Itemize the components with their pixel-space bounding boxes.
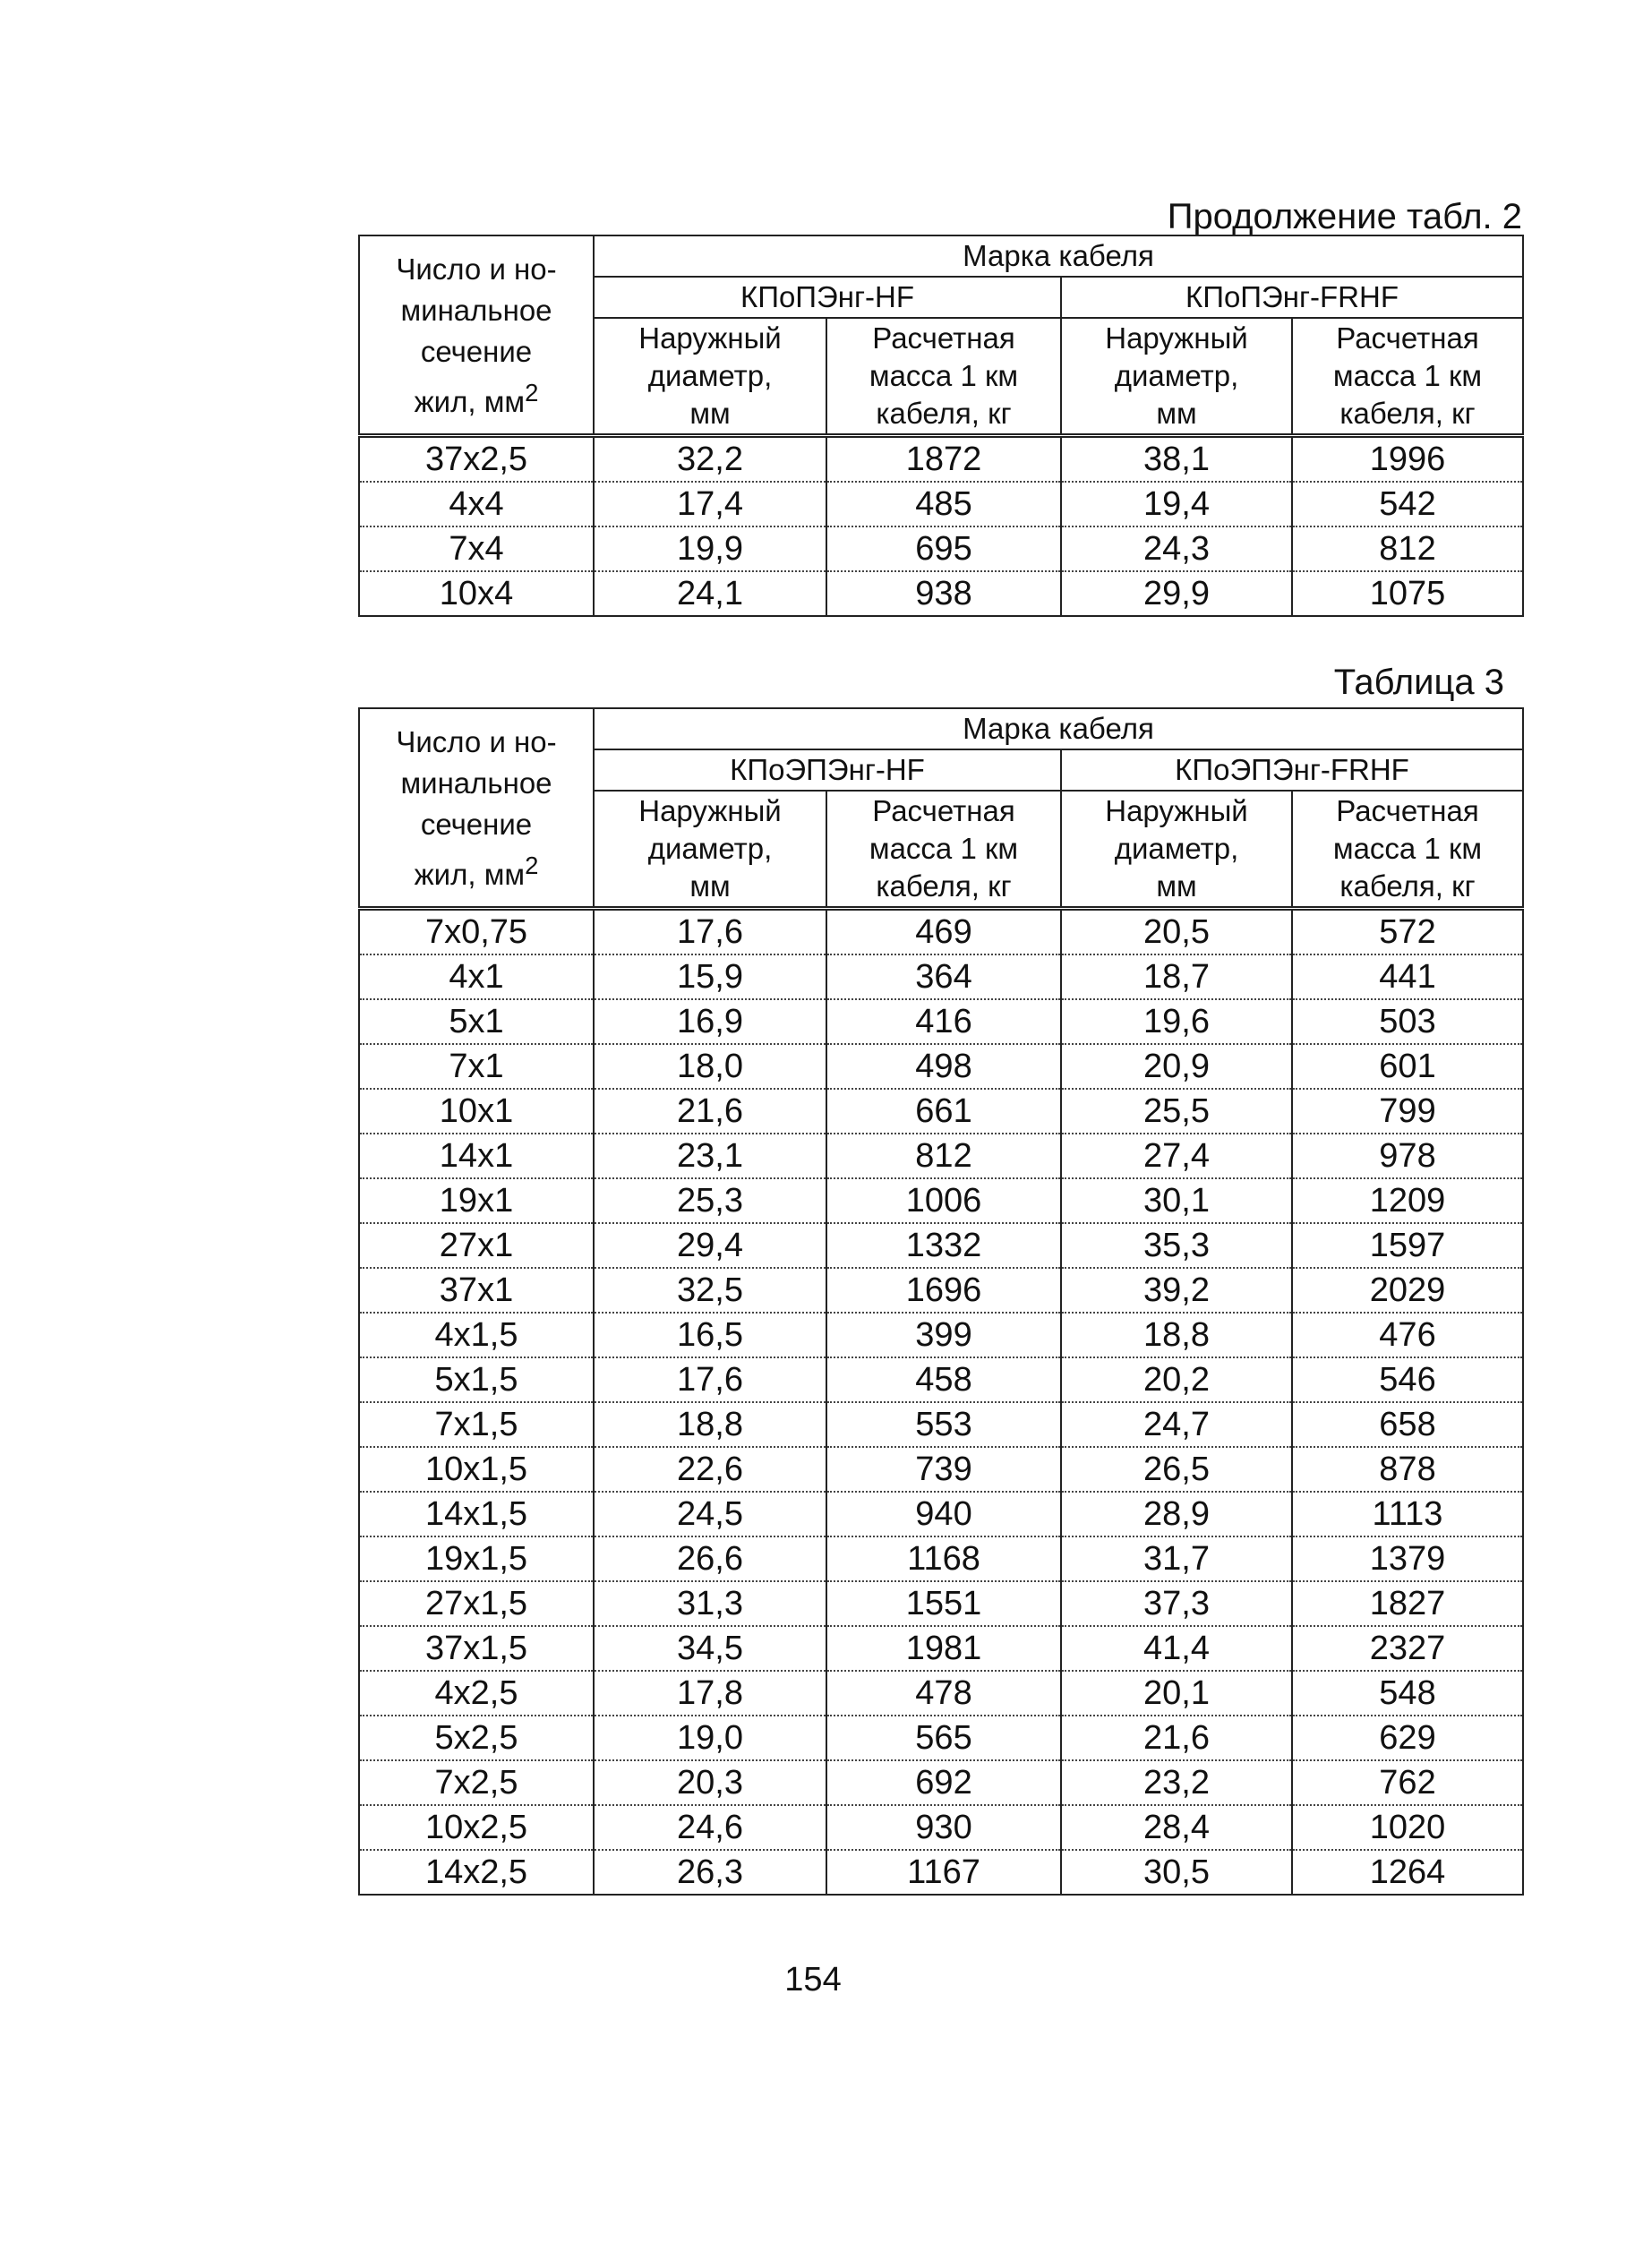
table-cell: 27,4 [1061, 1134, 1292, 1178]
table-cell: 19x1 [359, 1178, 594, 1223]
table-cell: 20,9 [1061, 1044, 1292, 1089]
table-cell: 19,4 [1061, 482, 1292, 526]
table-row [359, 1536, 1523, 1581]
table-cell: 14x1,5 [359, 1492, 594, 1536]
table3-body [359, 909, 1523, 1896]
table-cell: 17,6 [594, 1357, 826, 1402]
table-row [359, 1492, 1523, 1536]
table-row [359, 482, 1523, 526]
mass-header: Расчетная масса 1 км кабеля, кг [1292, 318, 1523, 436]
table-cell: 572 [1292, 909, 1523, 955]
table-cell: 1332 [826, 1223, 1061, 1268]
table-cell: 7x2,5 [359, 1760, 594, 1805]
table-cell: 21,6 [1061, 1716, 1292, 1760]
table-row [359, 1805, 1523, 1850]
table-cell: 1872 [826, 436, 1061, 483]
table-cell: 601 [1292, 1044, 1523, 1089]
table-cell: 41,4 [1061, 1626, 1292, 1671]
table-cell: 17,4 [594, 482, 826, 526]
mass-header: Расчетная масса 1 км кабеля, кг [1292, 791, 1523, 909]
table-row [359, 1223, 1523, 1268]
table-row [359, 1581, 1523, 1626]
table-cell: 812 [1292, 526, 1523, 571]
table-cell: 441 [1292, 954, 1523, 999]
table-cell: 565 [826, 1716, 1061, 1760]
table-cell: 17,6 [594, 909, 826, 955]
table-cell: 1006 [826, 1178, 1061, 1223]
table-cell: 7x4 [359, 526, 594, 571]
table-cell: 458 [826, 1357, 1061, 1402]
table-cell: 18,8 [594, 1402, 826, 1447]
table-row [359, 909, 1523, 955]
table-cell: 26,5 [1061, 1447, 1292, 1492]
table2-body [359, 436, 1523, 617]
table-cell: 1209 [1292, 1178, 1523, 1223]
table-cell: 39,2 [1061, 1268, 1292, 1313]
table-cell: 938 [826, 571, 1061, 616]
table-cell: 812 [826, 1134, 1061, 1178]
table-row [359, 1850, 1523, 1895]
diameter-header: Наружный диаметр, мм [594, 791, 826, 909]
table-row [359, 1671, 1523, 1716]
table-cell: 2029 [1292, 1268, 1523, 1313]
table-cell: 1113 [1292, 1492, 1523, 1536]
table-cell: 24,7 [1061, 1402, 1292, 1447]
table-cell: 1379 [1292, 1536, 1523, 1581]
table-cell: 4x2,5 [359, 1671, 594, 1716]
table-cell: 22,6 [594, 1447, 826, 1492]
table-cell: 29,4 [594, 1223, 826, 1268]
table-cell: 37x1 [359, 1268, 594, 1313]
table-cell: 1075 [1292, 571, 1523, 616]
table-cell: 19x1,5 [359, 1536, 594, 1581]
table-cell: 1020 [1292, 1805, 1523, 1850]
table-cell: 553 [826, 1402, 1061, 1447]
table-cell: 878 [1292, 1447, 1523, 1492]
table-cell: 37x1,5 [359, 1626, 594, 1671]
table-cell: 34,5 [594, 1626, 826, 1671]
table-cell: 18,8 [1061, 1313, 1292, 1357]
table-cell: 21,6 [594, 1089, 826, 1134]
table-row [359, 526, 1523, 571]
table-cell: 658 [1292, 1402, 1523, 1447]
table-cell: 476 [1292, 1313, 1523, 1357]
group1-header: КПоПЭнг-HF [594, 277, 1061, 318]
table-cell: 1167 [826, 1850, 1061, 1895]
table-cell: 10x1 [359, 1089, 594, 1134]
table-row [359, 1313, 1523, 1357]
table-cell: 5x1,5 [359, 1357, 594, 1402]
table-cell: 4x1 [359, 954, 594, 999]
table-cell: 28,4 [1061, 1805, 1292, 1850]
table-cell: 24,5 [594, 1492, 826, 1536]
table-cell: 24,1 [594, 571, 826, 616]
table-cell: 762 [1292, 1760, 1523, 1805]
table-cell: 1597 [1292, 1223, 1523, 1268]
table-cell: 739 [826, 1447, 1061, 1492]
table-cell: 31,3 [594, 1581, 826, 1626]
brand-header: Марка кабеля [594, 235, 1523, 277]
table-cell: 930 [826, 1805, 1061, 1850]
table-cell: 2327 [1292, 1626, 1523, 1671]
table-cell: 26,3 [594, 1850, 826, 1895]
table-cell: 548 [1292, 1671, 1523, 1716]
table-row [359, 1178, 1523, 1223]
table-cell: 478 [826, 1671, 1061, 1716]
table-cell: 10x1,5 [359, 1447, 594, 1492]
table-cell: 416 [826, 999, 1061, 1044]
table-cell: 7x1 [359, 1044, 594, 1089]
table-row [359, 1447, 1523, 1492]
table-cell: 30,1 [1061, 1178, 1292, 1223]
table-cell: 485 [826, 482, 1061, 526]
table-cell: 30,5 [1061, 1850, 1292, 1895]
table-cell: 7x0,75 [359, 909, 594, 955]
table-cell: 5x1 [359, 999, 594, 1044]
table-cell: 10x2,5 [359, 1805, 594, 1850]
table-cell: 1696 [826, 1268, 1061, 1313]
table-cell: 978 [1292, 1134, 1523, 1178]
table-row [359, 1134, 1523, 1178]
table-cell: 37,3 [1061, 1581, 1292, 1626]
table-row [359, 571, 1523, 616]
table-cell: 14x2,5 [359, 1850, 594, 1895]
table-cell: 15,9 [594, 954, 826, 999]
table-cell: 29,9 [1061, 571, 1292, 616]
table-cell: 10x4 [359, 571, 594, 616]
first-column-header: Число и но- минальное сечение жил, $мм^2$ [359, 235, 594, 436]
group1-header: КПоЭПЭнг-HF [594, 749, 1061, 791]
table-cell: 35,3 [1061, 1223, 1292, 1268]
table-cell: 799 [1292, 1089, 1523, 1134]
table-cell: 4x1,5 [359, 1313, 594, 1357]
table-cell: 498 [826, 1044, 1061, 1089]
brand-header: Марка кабеля [594, 708, 1523, 749]
table-cell: 18,0 [594, 1044, 826, 1089]
table2-caption: Продолжение табл. 2 [1167, 197, 1522, 236]
table-row [359, 1268, 1523, 1313]
table-row [359, 1357, 1523, 1402]
table-row [359, 954, 1523, 999]
table-row [359, 1626, 1523, 1671]
table-cell: 19,9 [594, 526, 826, 571]
group2-header: КПоПЭнг-FRHF [1061, 277, 1523, 318]
table-cell: 23,2 [1061, 1760, 1292, 1805]
table-cell: 4x4 [359, 482, 594, 526]
table-cell: 16,5 [594, 1313, 826, 1357]
table-row [359, 1402, 1523, 1447]
mass-header: Расчетная масса 1 км кабеля, кг [826, 791, 1061, 909]
table-cell: 14x1 [359, 1134, 594, 1178]
table-cell: 20,2 [1061, 1357, 1292, 1402]
table2 [358, 235, 1524, 617]
page-number: 154 [784, 1961, 842, 1998]
table-cell: 18,7 [1061, 954, 1292, 999]
table-cell: 1264 [1292, 1850, 1523, 1895]
table-cell: 24,6 [594, 1805, 826, 1850]
table-cell: 5x2,5 [359, 1716, 594, 1760]
table-cell: 27x1 [359, 1223, 594, 1268]
diameter-header: Наружный диаметр, мм [1061, 318, 1292, 436]
table-cell: 546 [1292, 1357, 1523, 1402]
table-cell: 1981 [826, 1626, 1061, 1671]
diameter-header: Наружный диаметр, мм [1061, 791, 1292, 909]
table-row [359, 1044, 1523, 1089]
table-cell: 38,1 [1061, 436, 1292, 483]
diameter-header: Наружный диаметр, мм [594, 318, 826, 436]
table-cell: 17,8 [594, 1671, 826, 1716]
table-cell: 19,0 [594, 1716, 826, 1760]
table-cell: 19,6 [1061, 999, 1292, 1044]
table-cell: 1827 [1292, 1581, 1523, 1626]
table-row [359, 1089, 1523, 1134]
table-cell: 940 [826, 1492, 1061, 1536]
table-cell: 25,5 [1061, 1089, 1292, 1134]
table-row [359, 999, 1523, 1044]
table-cell: 32,5 [594, 1268, 826, 1313]
table-cell: 26,6 [594, 1536, 826, 1581]
table-cell: 24,3 [1061, 526, 1292, 571]
table-cell: 1168 [826, 1536, 1061, 1581]
table-cell: 16,9 [594, 999, 826, 1044]
table-cell: 7x1,5 [359, 1402, 594, 1447]
table-cell: 469 [826, 909, 1061, 955]
table-cell: 20,5 [1061, 909, 1292, 955]
table-cell: 695 [826, 526, 1061, 571]
table-cell: 23,1 [594, 1134, 826, 1178]
group2-header: КПоЭПЭнг-FRHF [1061, 749, 1523, 791]
table-cell: 1996 [1292, 436, 1523, 483]
table-row [359, 1716, 1523, 1760]
table3-caption: Таблица 3 [1333, 663, 1504, 702]
table-cell: 692 [826, 1760, 1061, 1805]
table-cell: 542 [1292, 482, 1523, 526]
table-cell: 27x1,5 [359, 1581, 594, 1626]
table-cell: 399 [826, 1313, 1061, 1357]
table-cell: 20,3 [594, 1760, 826, 1805]
table-cell: 28,9 [1061, 1492, 1292, 1536]
table-cell: 1551 [826, 1581, 1061, 1626]
first-column-header: Число и но- минальное сечение жил, $мм^2$ [359, 708, 594, 909]
mass-header: Расчетная масса 1 км кабеля, кг [826, 318, 1061, 436]
table-row [359, 1760, 1523, 1805]
table-cell: 661 [826, 1089, 1061, 1134]
table-cell: 37x2,5 [359, 436, 594, 483]
table-cell: 20,1 [1061, 1671, 1292, 1716]
table-cell: 25,3 [594, 1178, 826, 1223]
table3 [358, 707, 1524, 1896]
table-cell: 364 [826, 954, 1061, 999]
table-cell: 503 [1292, 999, 1523, 1044]
table-cell: 629 [1292, 1716, 1523, 1760]
table-cell: 32,2 [594, 436, 826, 483]
table-cell: 31,7 [1061, 1536, 1292, 1581]
table-row [359, 436, 1523, 483]
